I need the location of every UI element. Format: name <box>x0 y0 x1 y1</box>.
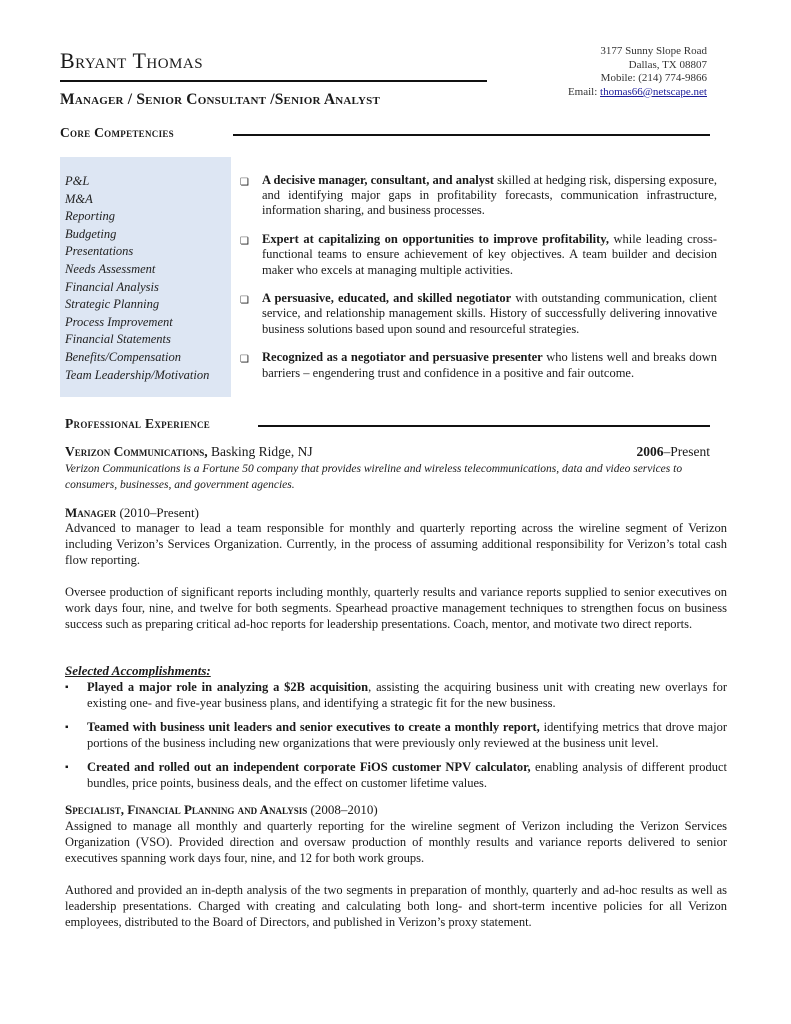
company-name: Verizon Communications, <box>65 444 208 459</box>
skill-item: Process Improvement <box>65 314 173 329</box>
skill-item: P&L <box>65 174 90 188</box>
role-paragraph: Assigned to manage all monthly and quarterly reporting for the wireline segment of Verizon including the Verizon Services Organization (VSO). Provided direction and oversaw production of monthly results and variance reports delivered to senior executives spanning work days four, nine, and 12 for both work groups. <box>65 819 727 865</box>
checkbox-bullet-icon: ❏ <box>240 354 249 366</box>
contact-block <box>568 45 707 99</box>
checkbox-bullet-icon: ❏ <box>240 236 249 248</box>
summary-bullet <box>240 350 717 380</box>
skill-item: Reporting <box>65 209 115 224</box>
accomplishments-heading: Selected Accomplishments: <box>65 663 211 678</box>
phone: Mobile: (214) 774-9866 <box>600 72 707 84</box>
skills-box <box>60 157 231 397</box>
bullet-text: skilled at hedging risk, dispersing exposure, and identifying major gaps in profitability forecasts, communication infrastructure, information sharing, and business processes. <box>262 173 717 218</box>
job-title: Manager / Senior Consultant /Senior Analyst <box>60 91 381 108</box>
skill-item: Presentations <box>65 244 134 259</box>
bullet-lead: A decisive manager, consultant, and analyst <box>262 173 494 187</box>
address-line-2: Dallas, TX 08807 <box>628 58 707 71</box>
square-bullet-icon: ▪ <box>65 762 69 773</box>
bullet-lead: A persuasive, educated, and skilled negotiator <box>262 291 512 306</box>
company-end: –Present <box>663 444 710 459</box>
candidate-name: Bryant Thomas <box>60 48 204 73</box>
address-line-1: 3177 Sunny Slope Road <box>600 45 707 57</box>
accomplishment-text: , assisting the acquiring business unit with creating new overlays for existing one- and five-year business plans, and identifying a strategic fit for the new business. <box>87 680 727 710</box>
professional-experience-heading: Professional Experience <box>65 416 211 431</box>
accomplishment-lead: Created and rolled out an independent corporate FiOS customer NPV calculator, <box>87 760 531 774</box>
accomplishment-item <box>65 720 727 751</box>
bullet-lead: Expert at capitalizing on opportunities to improve profitability, <box>262 232 609 247</box>
checkbox-bullet-icon: ❏ <box>240 295 249 307</box>
skill-item: Needs Assessment <box>65 261 156 276</box>
core-divider <box>233 134 710 136</box>
role-dates: (2010–Present) <box>116 505 199 520</box>
square-bullet-icon: ▪ <box>65 722 69 733</box>
skill-item: Team Leadership/Motivation <box>65 367 210 382</box>
company-start: 2006 <box>636 444 664 459</box>
company-location: Basking Ridge, NJ <box>207 444 313 459</box>
role-paragraph: Authored and provided an in-depth analysis of the two segments in preparation of monthly, quarterly and ad-hoc results as well as leadership presentations. Charged with creating and calculating both long- and short-term incentive policies for all Verizon employees, distributed to the Board of Directors, and published in Verizon’s proxy statement. <box>65 883 727 929</box>
core-competencies-heading: Core Competencies <box>60 125 174 140</box>
experience-divider <box>258 425 710 427</box>
bullet-text: while leading cross-functional teams to ensure achievement of key objectives. A team builder and decision maker who excels at managing multiple activities. <box>262 232 717 277</box>
bullet-text: with outstanding communication, client service, and relationship management skills. History of successfully delivering innovative business solutions based upon sound and resourceful strategies. <box>262 291 717 336</box>
summary-bullet <box>240 173 717 219</box>
accomplishment-item <box>65 680 727 711</box>
email-label: Email: <box>567 85 598 98</box>
accomplishment-item <box>65 760 727 791</box>
accomplishment-lead: Played a major role in analyzing a $2B acquisition <box>87 680 369 694</box>
email-link[interactable]: thomas66@netscape.net <box>600 85 707 98</box>
skill-item: Financial Statements <box>65 332 171 347</box>
role-dates: (2008–2010) <box>307 802 378 817</box>
skill-item: Financial Analysis <box>65 279 159 294</box>
role-title: Specialist, Financial Planning and Analysis <box>65 802 308 817</box>
checkbox-bullet-icon: ❏ <box>240 177 249 188</box>
bullet-lead: Recognized as a negotiator and persuasive presenter <box>262 350 543 365</box>
accomplishment-text: identifying metrics that drove major portions of the business including new organizations that were previously only reviewed at the business unit level. <box>87 720 727 750</box>
square-bullet-icon: ▪ <box>65 682 69 693</box>
company-dates <box>637 444 711 460</box>
company-line <box>65 444 710 460</box>
role-heading <box>65 802 378 818</box>
skills-list <box>60 157 231 384</box>
name-divider <box>60 80 487 82</box>
skill-item: Benefits/Compensation <box>65 349 181 364</box>
summary-bullet <box>240 232 717 278</box>
accomplishment-text: enabling analysis of different product bundles, price points, business deals, and the effect on customer lifetime values. <box>87 760 727 790</box>
role-title: Manager <box>65 505 117 520</box>
role-heading <box>65 505 199 521</box>
bullet-text: who listens well and breaks down barriers – engendering trust and confidence in a positive and fair outcome. <box>262 350 717 380</box>
skill-item: M&A <box>65 191 93 206</box>
summary-bullet <box>240 291 717 337</box>
email-row <box>568 86 707 100</box>
role-paragraph: Advanced to manager to lead a team responsible for monthly and quarterly reporting across the wireline segment of Verizon including Verizon’s Services Organization. Currently, in the process of assuming additional responsibility for Verizon’s total cash flow reporting. <box>65 521 727 567</box>
skill-item: Strategic Planning <box>65 297 160 312</box>
company-description: Verizon Communications is a Fortune 50 company that provides wireline and wireless telecommunications, data and video services to consumers, businesses, and government agencies. <box>65 463 683 491</box>
accomplishment-lead: Teamed with business unit leaders and senior executives to create a monthly report, <box>87 720 540 734</box>
role-paragraph: Oversee production of significant reports including monthly, quarterly results and variance reports supplied to senior executives on work days four, nine, and twelve for both segments. Spearhead proactive management techniques to strengthen focus on business success such as preparing critical ad-hoc reports for leadership presentations. Coach, mentor, and motivate two direct reports. <box>65 585 727 631</box>
skill-item: Budgeting <box>65 226 117 241</box>
summary-bullets <box>240 173 717 394</box>
